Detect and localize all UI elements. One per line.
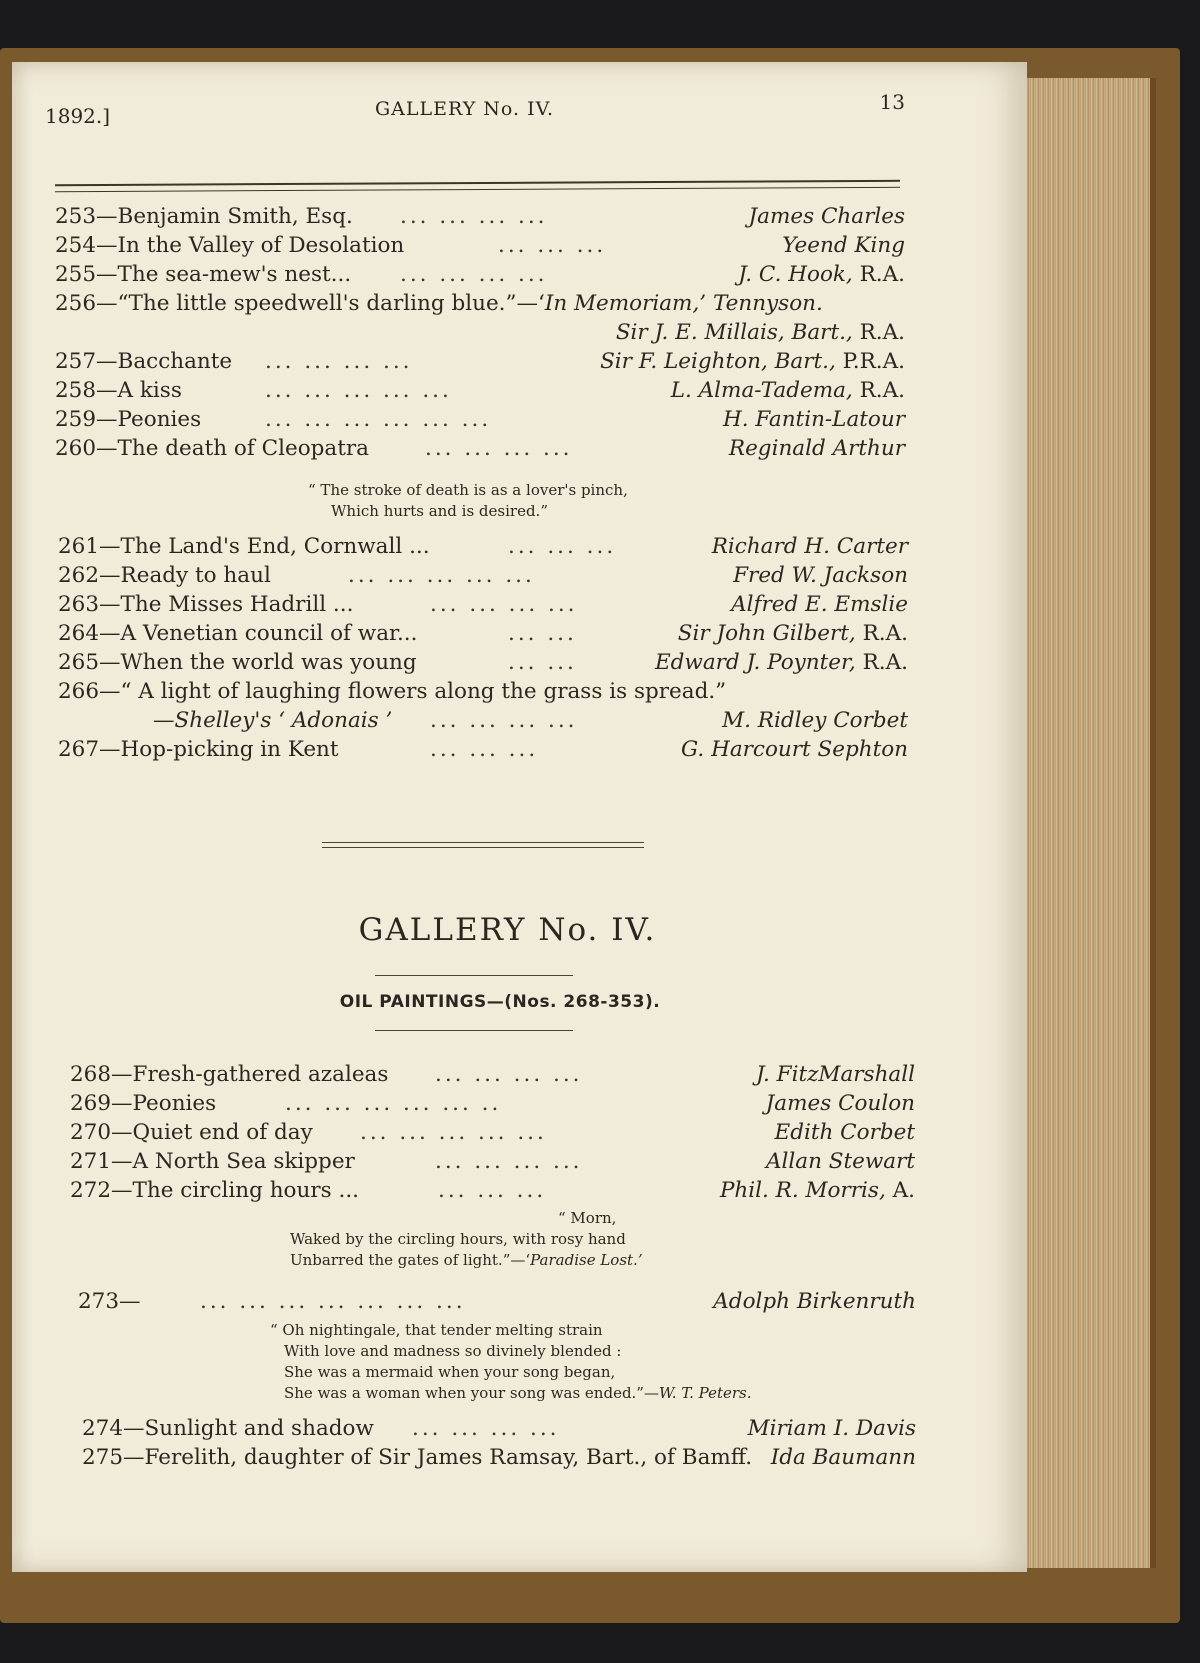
leader-dots: ... ... ... [508, 534, 617, 559]
entry-title: 268—Fresh-gathered azaleas [70, 1062, 389, 1087]
quote-273 [270, 1320, 752, 1404]
entries-261-267 [58, 532, 908, 764]
entry-title: 263—The Misses Hadrill ... [58, 592, 354, 617]
entry-273 [78, 1287, 916, 1316]
entry-263 [58, 590, 908, 619]
entry-272 [70, 1176, 915, 1205]
subheading-rule [375, 1030, 573, 1031]
entry-artist: Allan Stewart [765, 1149, 915, 1174]
quote-272 [290, 1208, 643, 1271]
entry-source: —Shelley's ‘ Adonais ’ [153, 708, 393, 733]
leader-dots: ... ... ... ... ... [360, 1120, 547, 1145]
entry-273-block [78, 1287, 916, 1316]
entry-artist: Richard H. Carter [711, 534, 908, 559]
quote-line: Which hurts and is desired.” [331, 502, 548, 520]
entry-artist: M. Ridley Corbet [722, 708, 908, 733]
leader-dots: ... ... ... ... [430, 708, 578, 733]
entry-title: 259—Peonies [55, 407, 202, 432]
leader-dots: ... ... ... ... [400, 204, 548, 229]
entry-271 [70, 1147, 915, 1176]
entry-275 [82, 1443, 916, 1472]
entry-artist: Alfred E. Emslie [731, 592, 908, 617]
entry-title: 274—Sunlight and shadow [82, 1416, 374, 1441]
leader-dots: ... ... ... ... [435, 1149, 583, 1174]
entry-265 [58, 648, 908, 677]
entry-269 [70, 1089, 915, 1118]
entry-title: 271—A North Sea skipper [70, 1149, 355, 1174]
entry-title: 264—A Venetian council of war... [58, 621, 418, 646]
entry-artist: Yeend King [782, 233, 905, 258]
entry-267 [58, 735, 908, 764]
leader-dots: ... ... ... ... ... ... ... [200, 1289, 466, 1314]
entry-258 [55, 376, 905, 405]
running-header [45, 90, 905, 130]
entry-title: 275—Ferelith, daughter of Sir James Ramsay, Bart., of Bamff. [82, 1445, 753, 1470]
entry-264 [58, 619, 908, 648]
entry-artist: Fred W. Jackson [733, 563, 908, 588]
entry-artist: Ida Baumann [770, 1445, 916, 1470]
page-number: 13 [879, 90, 905, 114]
leader-dots: ... ... ... ... [265, 349, 413, 374]
entry-title: 255—The sea-mew's nest... [55, 262, 352, 287]
entry-268 [70, 1060, 915, 1089]
entry-260 [55, 434, 905, 463]
entry-artist: Adolph Birkenruth [713, 1289, 916, 1314]
entry-266-source [58, 706, 908, 735]
entry-title: 269—Peonies [70, 1091, 217, 1116]
entry-274 [82, 1414, 916, 1443]
entry-title: 265—When the world was young [58, 650, 417, 675]
entry-artist: L. Alma-Tadema, R.A. [670, 378, 905, 403]
entry-title: 257—Bacchante [55, 349, 233, 374]
leader-dots: ... ... ... ... ... [348, 563, 535, 588]
entry-256-artist-row [55, 318, 905, 347]
entry-title: 258—A kiss [55, 378, 182, 403]
entry-title: 256—“The little speedwell's darling blue.”—‘In Memoriam,’ Tennyson. [55, 291, 823, 316]
entry-title: 272—The circling hours ... [70, 1178, 360, 1203]
quote-line: She was a woman when your song was ended.”—W. T. Peters. [284, 1384, 752, 1402]
leader-dots: ... ... ... ... ... [265, 378, 452, 403]
entry-262 [58, 561, 908, 590]
header-title: GALLERY No. IV. [375, 98, 555, 120]
header-year: 1892.] [45, 104, 111, 128]
entry-title: 260—The death of Cleopatra [55, 436, 369, 461]
leader-dots: ... ... ... [438, 1178, 547, 1203]
entry-artist: H. Fantin-Latour [723, 407, 905, 432]
entry-artist: J. FitzMarshall [756, 1062, 915, 1087]
entry-259 [55, 405, 905, 434]
page-edges [1020, 78, 1156, 1568]
leader-dots: ... ... ... [498, 233, 607, 258]
quote-line: She was a mermaid when your song began, [284, 1363, 616, 1381]
entry-title: 254—In the Valley of Desolation [55, 233, 405, 258]
entry-title: 253—Benjamin Smith, Esq. [55, 204, 353, 229]
leader-dots: ... ... ... ... [435, 1062, 583, 1087]
entry-artist: Edith Corbet [774, 1120, 915, 1145]
entry-artist: J. C. Hook, R.A. [738, 262, 905, 287]
entry-261 [58, 532, 908, 561]
gallery-subheading: OIL PAINTINGS—(Nos. 268-353). [339, 992, 661, 1012]
entry-255 [55, 260, 905, 289]
entry-artist: James Coulon [765, 1091, 915, 1116]
leader-dots: ... ... [508, 621, 577, 646]
quote-line: “ The stroke of death is as a lover's pinch, [308, 481, 628, 499]
entry-257 [55, 347, 905, 376]
entry-253 [55, 202, 905, 231]
entry-artist: Phil. R. Morris, A. [719, 1178, 915, 1203]
section-divider [322, 842, 644, 848]
entries-253-260 [55, 202, 905, 463]
leader-dots: ... ... [508, 650, 577, 675]
entries-268-272 [70, 1060, 915, 1205]
entry-artist: G. Harcourt Sephton [681, 737, 908, 762]
leader-dots: ... ... ... ... ... .. [285, 1091, 502, 1116]
quote-260 [308, 480, 628, 522]
leader-dots: ... ... ... ... [425, 436, 573, 461]
entry-270 [70, 1118, 915, 1147]
quote-line: Waked by the circling hours, with rosy hand [290, 1230, 626, 1248]
entry-title: 270—Quiet end of day [70, 1120, 313, 1145]
entry-title: 267—Hop-picking in Kent [58, 737, 339, 762]
entry-title: 266—“ A light of laughing flowers along the grass is spread.” [58, 679, 727, 704]
entry-artist: Sir F. Leighton, Bart., P.R.A. [600, 349, 905, 374]
leader-dots: ... ... ... [430, 737, 539, 762]
heading-rule [375, 975, 573, 976]
entries-274-275 [82, 1414, 916, 1472]
entry-title: 261—The Land's End, Cornwall ... [58, 534, 430, 559]
leader-dots: ... ... ... ... [412, 1416, 560, 1441]
entry-artist: James Charles [748, 204, 905, 229]
entry-artist: Sir J. E. Millais, Bart., R.A. [615, 320, 905, 345]
entry-artist: Miriam I. Davis [747, 1416, 916, 1441]
entry-artist: Edward J. Poynter, R.A. [654, 650, 908, 675]
quote-line: With love and madness so divinely blended : [284, 1342, 622, 1360]
entry-254 [55, 231, 905, 260]
gallery-heading: GALLERY No. IV. [358, 912, 657, 948]
entry-title: 262—Ready to haul [58, 563, 271, 588]
leader-dots: ... ... ... ... [400, 262, 548, 287]
leader-dots: ... ... ... ... ... ... [265, 407, 492, 432]
entry-256 [55, 289, 905, 318]
entry-title: 273— [78, 1289, 141, 1314]
entry-artist: Reginald Arthur [728, 436, 905, 461]
entry-artist: Sir John Gilbert, R.A. [677, 621, 908, 646]
leader-dots: ... ... ... ... [430, 592, 578, 617]
quote-line: “ Morn, [558, 1209, 617, 1227]
entry-266 [58, 677, 908, 706]
quote-line: Unbarred the gates of light.”—‘Paradise Lost.’ [290, 1251, 643, 1269]
quote-line: “ Oh nightingale, that tender melting strain [270, 1321, 603, 1339]
